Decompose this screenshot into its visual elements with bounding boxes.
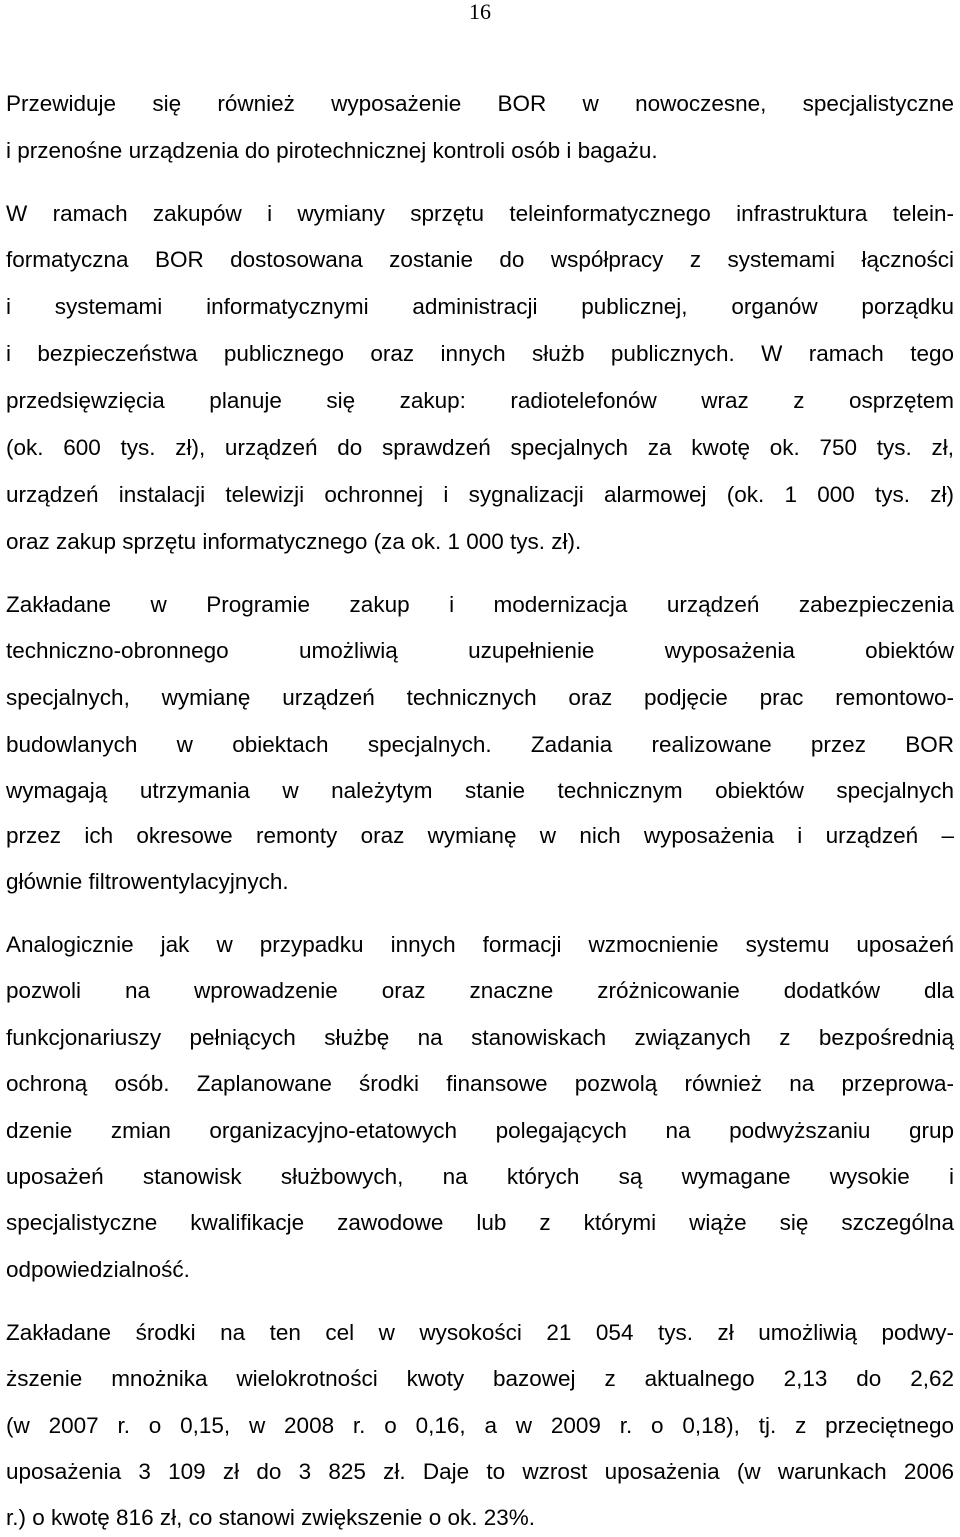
text-line: i przenośne urządzenia do pirotechnicznej kontroli osób i bagażu.: [6, 138, 658, 163]
text-line: W ramach zakupów i wymiany sprzętu teleinformatycznego infrastruktura telein-: [6, 201, 954, 226]
text-line: oraz zakup sprzętu informatycznego (za ok. 1 000 tys. zł).: [6, 529, 582, 554]
text-line: uposażeń stanowisk służbowych, na których są wymagane wysokie i: [6, 1164, 954, 1189]
text-line: Zakładane środki na ten cel w wysokości 21 054 tys. zł umożliwią podwy-: [6, 1320, 954, 1345]
text-line: przez ich okresowe remonty oraz wymianę w nich wyposażenia i urządzeń –: [6, 823, 954, 848]
text-line: i systemami informatycznymi administracji publicznej, organów porządku: [6, 294, 954, 319]
text-line: r.) o kwotę 816 zł, co stanowi zwiększenie o ok. 23%.: [6, 1505, 536, 1530]
text-line: specjalistyczne kwalifikacje zawodowe lub z którymi wiąże się szczególna: [6, 1210, 954, 1235]
text-line: Zakładane w Programie zakup i modernizacja urządzeń zabezpieczenia: [6, 592, 954, 617]
text-line: odpowiedzialność.: [6, 1257, 190, 1282]
text-line: specjalnych, wymianę urządzeń technicznych oraz podjęcie prac remontowo-: [6, 685, 954, 710]
text-line: ższenie mnożnika wielokrotności kwoty bazowej z aktualnego 2,13 do 2,62: [6, 1366, 954, 1391]
text-line: wymagają utrzymania w należytym stanie technicznym obiektów specjalnych: [6, 778, 954, 803]
text-line: Przewiduje się również wyposażenie BOR w nowoczesne, specjalistyczne: [6, 91, 954, 116]
text-line: pozwoli na wprowadzenie oraz znaczne zróżnicowanie dodatków dla: [6, 978, 954, 1003]
text-line: (w 2007 r. o 0,15, w 2008 r. o 0,16, a w 2009 r. o 0,18), tj. z przeciętnego: [6, 1413, 954, 1438]
page-number: 16: [469, 0, 491, 24]
text-line: (ok. 600 tys. zł), urządzeń do sprawdzeń specjalnych za kwotę ok. 750 tys. zł,: [6, 435, 954, 460]
text-line: i bezpieczeństwa publicznego oraz innych służb publicznych. W ramach tego: [6, 341, 954, 366]
text-line: urządzeń instalacji telewizji ochronnej i sygnalizacji alarmowej (ok. 1 000 tys. zł): [6, 482, 954, 507]
text-line: funkcjonariuszy pełniących służbę na stanowiskach związanych z bezpośrednią: [6, 1025, 954, 1050]
text-line: dzenie zmian organizacyjno-etatowych polegających na podwyższaniu grup: [6, 1118, 954, 1143]
text-line: budowlanych w obiektach specjalnych. Zadania realizowane przez BOR: [6, 732, 954, 757]
text-line: Analogicznie jak w przypadku innych formacji wzmocnienie systemu uposażeń: [6, 932, 954, 957]
text-line: uposażenia 3 109 zł do 3 825 zł. Daje to wzrost uposażenia (w warunkach 2006: [6, 1459, 954, 1484]
text-line: formatyczna BOR dostosowana zostanie do współpracy z systemami łączności: [6, 247, 954, 272]
text-line: przedsięwzięcia planuje się zakup: radiotelefonów wraz z osprzętem: [6, 388, 954, 413]
text-line: techniczno-obronnego umożliwią uzupełnienie wyposażenia obiektów: [6, 638, 954, 663]
text-line: ochroną osób. Zaplanowane środki finansowe pozwolą również na przeprowa-: [6, 1071, 954, 1096]
text-line: głównie filtrowentylacyjnych.: [6, 869, 289, 894]
